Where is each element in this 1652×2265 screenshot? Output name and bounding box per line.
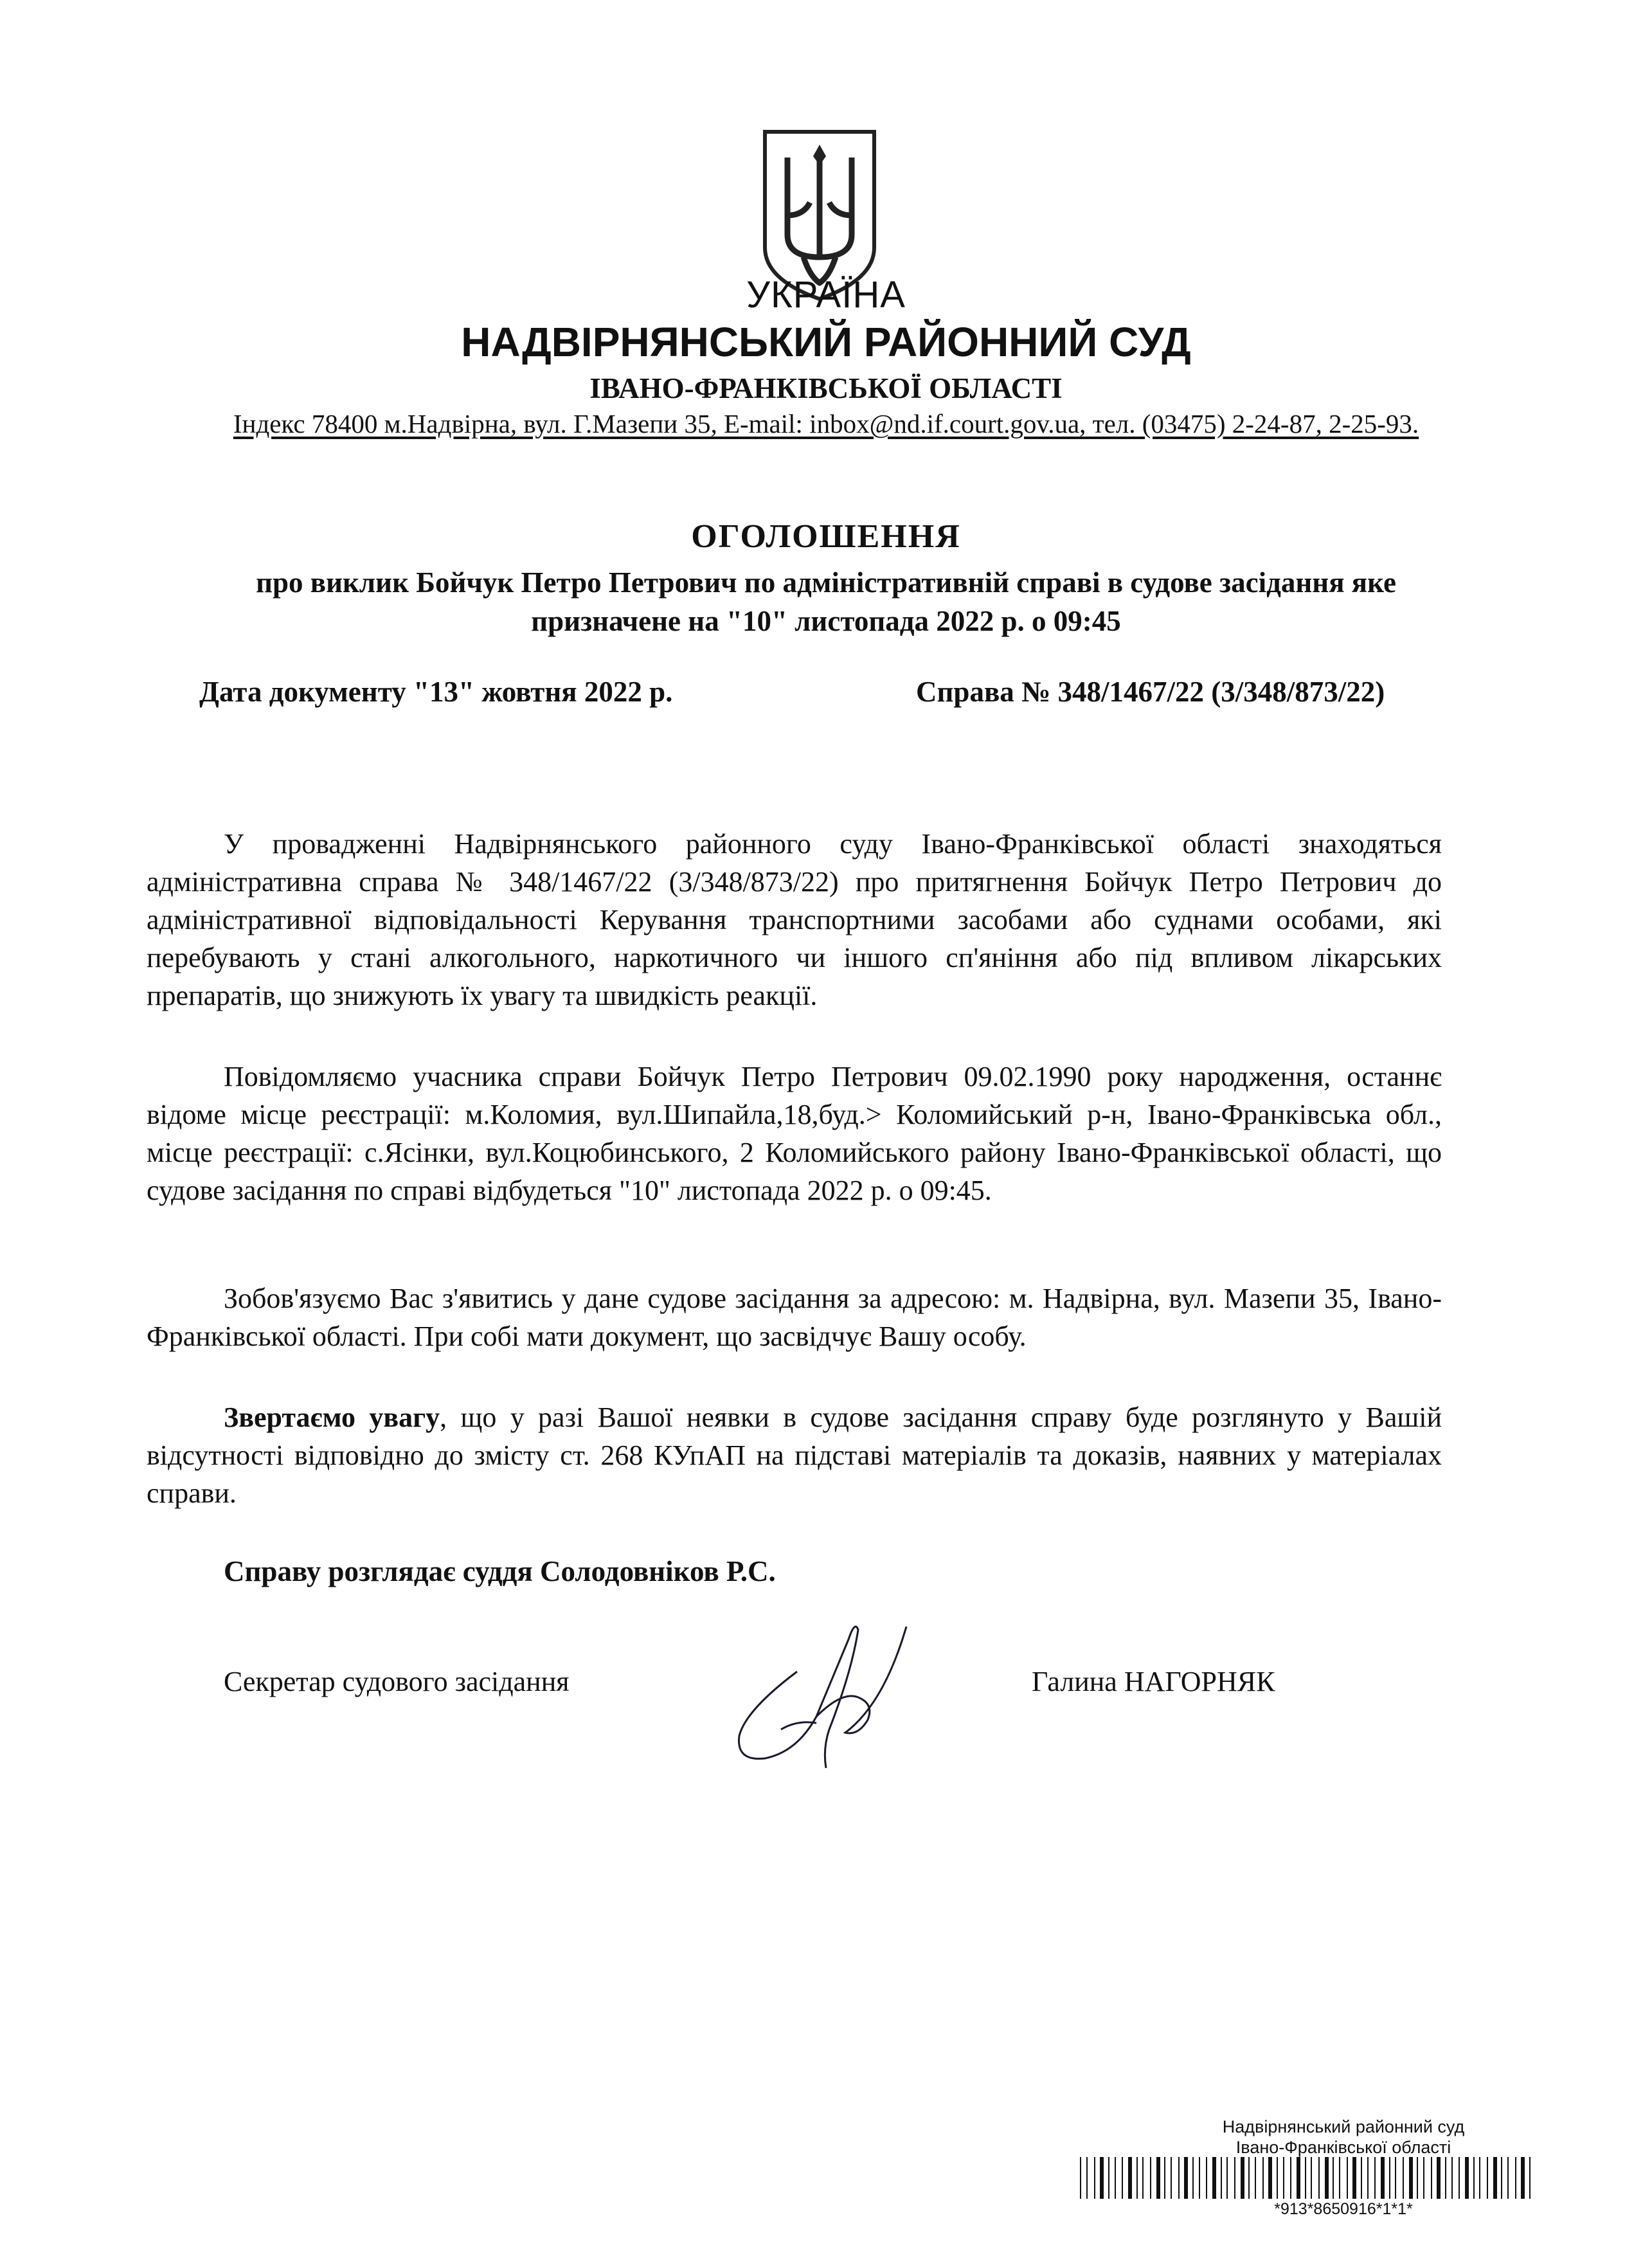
paragraph-warning [147, 1398, 1442, 1512]
paragraph-proceedings [147, 825, 1442, 1015]
judge-line: Справу розглядає суддя Солодовніков Р.С. [224, 1555, 776, 1587]
barcode-number: *913*8650916*1*1* [1274, 2200, 1413, 2218]
stamp-region: Івано-Франківської області [1235, 2138, 1451, 2157]
paragraph-summons [147, 1279, 1442, 1355]
paragraph-warning-text: , що у разі Вашої неявки в судове засідання справу буде розглянуто у Вашій відсутності відповідно до змісту ст. 268 КУпАП на підставі матеріалів та доказів, наявних у матеріалах справи. [147, 1402, 1442, 1509]
paragraph-proceedings-text: У провадженні Надвірнянського районного суду Івано-Франківської області знаходяться адміністративна справа № 348/1467/22 (3/348/873/22) про притягнення Бойчук Петро Петрович до адміністративної відповідальності Керування транспортними засобами або суднами особами, які перебувають у стані алкогольного, наркотичного чи іншого сп'яніння або під впливом лікарських препаратів, що знижують їх увагу та швидкість реакції. [147, 828, 1442, 1011]
paragraph-notification-text: Повідомляємо учасника справи Бойчук Петро Петрович 09.02.1990 року народження, останнє відоме місце реєстрації: м.Коломия, вул.Шипайла,18,буд.> Коломийський р-н, Івано-Франківська обл., місце реєстрації: с.Ясінки, вул.Коцюбинського, 2 Коломийського району Івано-Франківської області, що судове засідання по справі відбудеться "10" листопада 2022 р. о 09:45. [147, 1061, 1442, 1206]
country-name: УКРАЇНА [746, 274, 906, 316]
document-date: Дата документу "13" жовтня 2022 р. [199, 676, 673, 708]
stamp-court-name: Надвірнянський районний суд [1222, 2117, 1465, 2136]
secretary-label: Секретар судового засідання [224, 1666, 570, 1697]
court-name: НАДВІРНЯНСЬКИЙ РАЙОННИЙ СУД [461, 319, 1191, 365]
court-region: ІВАНО-ФРАНКІВСЬКОЇ ОБЛАСТІ [589, 372, 1063, 404]
paragraph-notification [147, 1058, 1442, 1209]
paragraph-summons-text: Зобов'язуємо Вас з'явитись у дане судове засідання за адресою: м. Надвірна, вул. Мазепи 35, Івано-Франківської області. При собі мати документ, що засвідчує Вашу особу. [147, 1283, 1442, 1352]
signature-image [720, 1601, 926, 1781]
secretary-name: Галина НАГОРНЯК [1032, 1666, 1275, 1697]
case-number: Справа № 348/1467/22 (3/348/873/22) [916, 676, 1385, 708]
warning-lead: Звертаємо увагу [224, 1402, 440, 1433]
barcode-image [1080, 2157, 1536, 2199]
announcement-title: ОГОЛОШЕННЯ [691, 518, 961, 555]
announcement-subtitle-line1: про виклик Бойчук Петро Петрович по адміністративній справі в судове засідання яке [256, 566, 1396, 599]
court-address: Індекс 78400 м.Надвірна, вул. Г.Мазепи 35, E-mail: inbox@nd.if.court.gov.ua, тел. (03475) 2-24-87, 2-25-93. [233, 409, 1419, 438]
announcement-subtitle-line2: призначене на "10" листопада 2022 р. о 09:45 [531, 605, 1121, 637]
